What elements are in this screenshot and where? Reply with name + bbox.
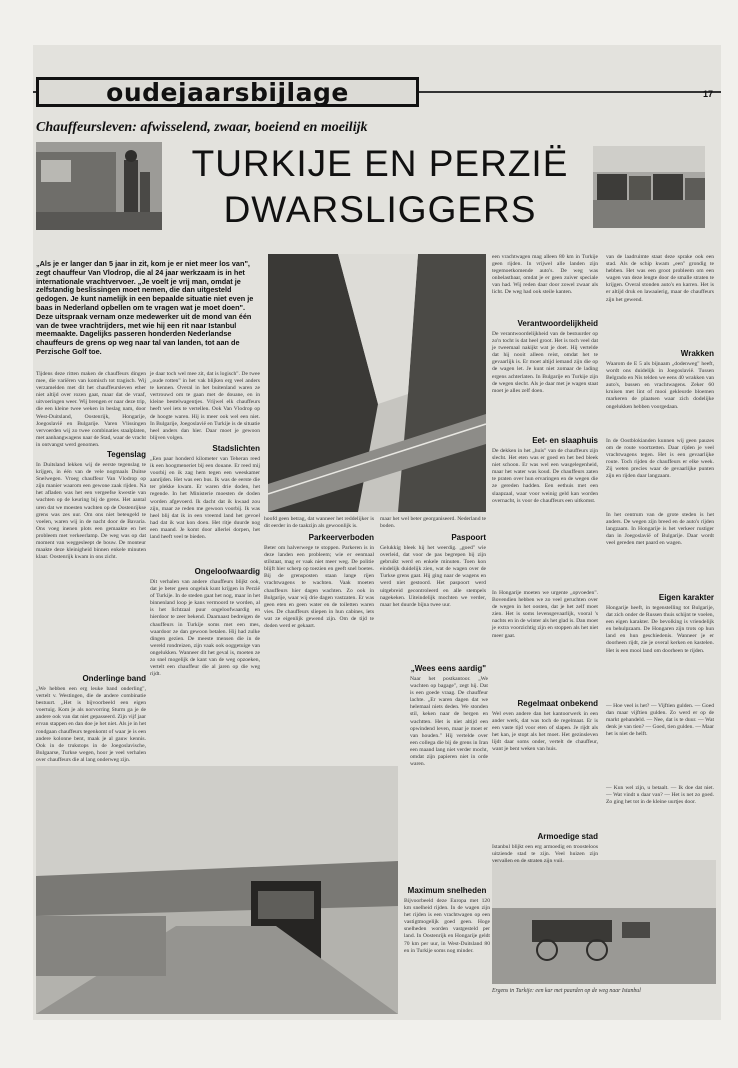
col3-para-b: Beter om halverwege te stoppen. Parkeren is in deze landen een probleem; wie er eenmaal stilstaat, mag er vaak niet meer weg. De politie blijft hier scherp op toezien en geeft snel boetes. Bij de grensposten staan lange rijen vrachtwagens te wachten. Vaak moeten chauffeurs hier dagen wachten. Zo ook in Bulgarije, waar wij drie dagen vastzaten. Er was geen eten en geen water en de toiletten waren vies. De chauffeurs sliepen in hun cabines, iets wat ze eigenlijk gewend zijn. Om de tijd te doden werd er gekaart. bbox=[264, 545, 374, 630]
col2-para-a: je daar toch wel mee zit, dat is logisch". De twee „oude rotten" in het vak blijken erg veel anders te kennen. Overal in het buitenland waren ze vertrouwd om te gaan met de douane, en in kleine bestelwagentjes. Vrijwel elk chauffeurs heeft wel iets te vertellen. Ook Van Vlodrop op de hoogte waren. Hij is meer ook wel een niet. In Bulgarije, Joegoslavië en Turkije is de situatie heel anders dan hier. Daar moet je gewoon blijven volgen. bbox=[150, 371, 260, 441]
col2-para-b: „Een paar honderd kilometer van Teheran reed ik een hoogmeneriet bij een douane. Er reed mij voorbij en ik zag hem tegen een weeskamer aanrijden. Het was een bus. Ik was de eerste die ter plekke kwam. Er waren drie doden, het regende. In het Ministerie moesten de doden worden afgevoerd. Ik dacht dat ik kwaad zou zijn, maar ze reden me gewoon voorbij. Ik was heel blij dat ik in een vreemd land het gevoel had dat ik wat kon doen. Het ritje duurde nog een maand. Je komt door allerlei dorpen, het land heeft veel te bieden. bbox=[150, 456, 260, 541]
col6-para-e: Hongarije heeft, in tegenstelling tot Bulgarije, dat zich onder de Russen thuis schijnt te voelen, een eigen karakter. De bevolking is vriendelijk en behulpzaam. De Hongaren zijn trots op hun land en hun geschiedenis. Wanneer je er doorheen rijdt, zie je overal kerken en kastelen. Het is een mooi land om doorheen te rijden. bbox=[606, 605, 714, 654]
subhead-eet-en-slaaphuis: Eet- en slaaphuis bbox=[532, 436, 598, 445]
photo-truck-convoy bbox=[593, 146, 705, 228]
col1-para-b: In Duitsland lekken wij de eerste tegenslag te krijgen, in één van de vele nogmaals Duitse Snelwegen. Vroeg chauffeur Van Vlodrop op zijn manier waarom een gewone zaak rijden. Na het afladen was het een vergeefse kwestie van wachten op de keuring bij de grens. Het aantal uren dat we moesten wachten op de Oostenrijkse grens was zes uur. Om ons niet beteugeld te voelen, waren wij in de nacht door de Bavaria. Ons voeg inenen plots een gemaakte en het probleem met verkeerlamp. De weg was op dat moment van weggesleept de bouw. De monteur maakte deze kleinigheid binnen enkele minuten klaar. Oostenrijk kwam in ons zicht. bbox=[36, 462, 146, 561]
photo-gorge-highway bbox=[268, 254, 486, 512]
photo-top-right bbox=[593, 146, 705, 228]
photo-truck-on-road bbox=[36, 766, 398, 1014]
col5-para-d: In Hongarije moeten we urgente „opvoeden". Bovendien hebben we zo veel geruchten over de wegen in het oosten, dat je het zelf moet zien. Het is soms levensgevaarlijk, vooral 's nachts en in de winter als het glad is. Dan moet je extra voorzichtig zijn en stoppen als het niet meer gaat. bbox=[492, 590, 598, 639]
photo-truck-drivers bbox=[36, 142, 162, 230]
photo-top-left bbox=[36, 142, 162, 230]
col5-para-c: De dekken in het „huis" van de chauffeurs zijn slecht. Het eten was er goed en het bed bleek niet schoon. Er was wel een wasgelegenheid, maar het water was koud. De chauffeurs zaten te praten over hun ervaringen en de wegen die ze gereden hadden. Een eethuis met een slaapzaal, waar voor weinig geld kan worden overnacht, is voor de chauffeurs een uitkomst. bbox=[492, 448, 598, 504]
article-headline bbox=[180, 141, 580, 233]
photo-caption: Ergens in Turkije: een kar met paarden op de weg naar Istanbul bbox=[492, 988, 641, 994]
col6-para-f: — Hoe veel is het? — Vijftien gulden. — Goed dan maar vijftien gulden. Zo werd er op de markt gehandeld. — Nee, dat is te duur. — Wat denk je van tien? — Goed, tien gulden. — Maar het is niet de helft. bbox=[606, 703, 714, 738]
col6-para-g: — Kun wel zijn, u betaalt. — Ik doe dat niet. — Wat vindt u daar van? — Het is net zo goed. Zo ging het tot in de kleine uurtjes door. bbox=[606, 785, 714, 806]
subhead-paspoort: Paspoort bbox=[451, 533, 486, 542]
photo-mountain-road bbox=[268, 254, 486, 512]
col4-para-d: Bijvoorbeeld deze Europa met 120 km snelheid rijden. In de wagen zijn het rijden is een vrachtwagen op een vastigtmogelijk goed geen. Hoge snelheden worden vastgesteld per land. In Oostenrijk en Hongarije geldt 70 km per uur, in West-Duitsland 80 en in Turkije soms nog minder. bbox=[404, 898, 490, 954]
headline-line-1: TURKIJE EN PERZIË bbox=[191, 143, 569, 184]
subhead-parkeerverboden: Parkeerverboden bbox=[308, 533, 374, 542]
col1-para-c: „We hebben een erg leuke band onderling", vertelt v. Westingen, die de andere combinatie bestuurt. „Het is bijvoorbeeld een eigen voertuig. Kom je als norvorring Sturm ga je de andere ook van dat niet gepasseerd. Zijn vijf jaar ervan stappen en dan doe je het niet. Als je in het rondgaan chauffeurs tegenkomt of waar je is een andere kolonne bent, maak je al gauw kennis. Ook in de trukstops in de Joegoslavische, Bulgaarse, Turkse wegen, hoor je veel verhalen over chauffeurs die al lang onderweg zijn. bbox=[36, 686, 146, 763]
col1-para-a: Tijdens deze ritten maken de chauffeurs dingen mee, die variëren van komisch tot tragisch. Wij verzamelden met dit het chauffeursleven ether niet altijd over rozen gaat, maar dat de vraaf, uitvoeringen weer. Wij brengen er naar deze trip, die een kleine twee weken in beslag nam, door West-Duitsland, Oostenrijk, Hongarije, Joegoslavië en Bulgarije. Varen Vlissingen vervoerden wij zo twee combinaties staalplaten, met aanhangwagens naar de Stad, waar de vracht in ontvangst werd genomen. bbox=[36, 371, 146, 448]
photo-horse-cart bbox=[492, 860, 716, 984]
col5-para-f: Istanbul blijkt een erg armoedig en troosteloos uitziende stad te zijn. Veel huizen zijn vervallen en de straten zijn vuil. bbox=[492, 844, 598, 865]
article-kicker: Chauffeursleven: afwisselend, zwaar, boeiend en moeilijk bbox=[36, 120, 368, 135]
article-lead: „Als je er langer dan 5 jaar in zit, kom je er niet meer los van", zegt chauffeur Van Vlodrop, die al 24 jaar werkzaam is in het internationale vrachtvervoer. „Je voelt je vrij man, omdat je zelfstandig beslissingen moet nemen, die dan uitgesteld gedogen. Je kunt namelijk in een bepaalde situatie niet even je baas in Nederland opbellen om te vragen wat je moet doen". Deze uitspraak vernam onze medewerker uit de mond van één van de twee vrachtrijders, met wie hij een rit naar Istanbul meemaakte. Dagelijks passeren honderden Nederlandse chauffeurs de grens op weg naar tal van landen, tot aan de Perzische Golf toe. bbox=[36, 259, 254, 356]
col6-para-c: In de Oostblokianden kunnen wij geen pauzes om de route voortzetten. Daar rijden je veel vrachtwagens tegen. Het is een gevaarlijke route. Toch rijden de chauffeurs er elke week. Zij weten precies waar de gevaarlijke punten zijn en rijden daar langzaam. bbox=[606, 438, 714, 480]
photo-bottom-wide bbox=[36, 766, 398, 1014]
page-number: 17 bbox=[703, 89, 714, 99]
col5-para-a: een vrachtwagen mag alleen 80 km in Turkije geen rijden. In vrijwel alle landen zijn tegemoetkomende auto's. De weg was onbelastbaar, omdat je er geen zuiver speciale van had. Wij reden daar door zowel zwaar als licht. De weg had ook steile kanten. bbox=[492, 254, 598, 296]
subhead-verantwoordelijkheid: Verantwoordelijkheid bbox=[517, 319, 598, 328]
subhead-eigen-karakter: Eigen karakter bbox=[658, 593, 714, 602]
col4-para-c: Naar het postkantoor. „We wachten op bagage", zegt hij. Dat is een goede vraag. De chauffeur lachte. „Er waren dagen dat we helemaal niets deden. We stonden stil, keken naar de bergen en wachtten. Het is niet altijd een opwindend leven, maar je moet er van houden." Hij vertelde over een collega die bij de grens in Iran een maand lang niet verder mocht, omdat zijn papieren niet in orde waren. bbox=[410, 676, 488, 768]
subhead-ongeloofwaardig: Ongeloofwaardig bbox=[194, 567, 260, 576]
subhead-regelmaat-onbekend: Regelmaat onbekend bbox=[517, 699, 598, 708]
col6-para-a: van de laadruimte staat deze sprake ook een stad. Als de schip kwam „een" grondig te hebben. Het was een groot probleem om een wagen van deze lengte door de smalle straten te krijgen. Overal stonden auto's en karren. Het is er altijd druk en lawaaierig, maar de chauffeurs zijn het gewend. bbox=[606, 254, 714, 303]
subhead-armoedige-stad: Armoedige stad bbox=[537, 832, 598, 841]
subhead-tegenslag: Tegenslag bbox=[107, 450, 146, 459]
subhead-wrakken: Wrakken bbox=[680, 349, 714, 358]
col6-para-d: In het centrum van de grote steden is het anders. De wegen zijn breed en de auto's rijden langzaam. In Hongarije is het verkeer rustiger dan in Joegoslavië of Bulgarije. Daar wordt veel gereden met paard en wagen. bbox=[606, 512, 714, 547]
photo-cart-road bbox=[492, 860, 716, 984]
col5-para-b: De verantwoordelijkheid van de bestuurder op zo'n tocht is dat heel groot. Het is toch veel dat je tweemaal nakijkt wat je doet. Hij vertelde dat hij nooit alleen reist, omdat het te gevaarlijk is. Er moet altijd iemand zijn die op de wagen let. Je kunt niet zomaar de lading ergens achterlaten. In Bulgarije en Turkije zijn de wegen slecht. Als je daar met je wagen staat moet je alles zelf doen. bbox=[492, 331, 598, 394]
col3-para-a: hoofd geen betrag, dat wanneer het reddelijker is dit eerder in de taakzijn als gewoonlijk is. bbox=[264, 516, 374, 530]
headline-line-2: DWARSLIGGERS bbox=[223, 189, 537, 230]
subhead-wees-eens-aardig: „Wees eens aardig" bbox=[410, 664, 486, 673]
col2-para-c: Dit verhalen van andere chauffeurs blijkt ook, dat je beter geen ongeluk kunt krijgen in Perzië of Turkije. In de steden gaat het nog, maar in het binnenland loop je kans vermoord te worden, al is het lichtzaal puur ongeloofwaardig en hierdoor te zeer bekend. Daarnaast bedreigen de chauffeurs in Turkije soms met een mes, waardoor ze dan gewoon betalen. Hij had zulke dingen gezien. De meeste mensen die in de wereld rondreizen, zijn vaak ook ooggetuige van ongelukken. Wanneer dit het geval is, moeten ze zo snel mogelijk de kant van de weg opzoeken, vertelt een chauffeur die al jaren op die weg rijdt. bbox=[150, 579, 260, 678]
col4-para-a: maar het wel beter georganiseerd. Nederland te boden. bbox=[380, 516, 486, 530]
supplement-banner: oudejaarsbijlage bbox=[36, 77, 419, 107]
subhead-maximum-snelheden: Maximum snelheden bbox=[407, 886, 487, 895]
subhead-stadslichten: Stadslichten bbox=[212, 444, 260, 453]
col6-para-b: Waarom de E 5 als bijnaam „dodenweg" heeft, wordt ons duidelijk in Joegoslavië. Tussen Belgrado en Nis telden we eens 40 wrakken van auto's, bussen en vrachtwagens. Zeker 60 kruisen met lint of mooi gekleurde bloemen markeren de plaatsen waar zich dodelijke ongelukken hebben voorgedaan. bbox=[606, 361, 714, 410]
col4-para-b: Gelukkig bleek hij het weerdig. „goed" wie overleid, dat voor de pas begrepen bij zijn gebruikt werd en enkele minuten. Toen kon eindelijk duidelijk zien, wat de wagen over de Turkse grens gaat. Hij ging naar de wagens en werd niet gestoord. Het paspoort werd uitgebreid gecontroleerd en alle stempels nagekeken. Uiteindelijk mochten we verder, maar het duurde bijna twee uur. bbox=[380, 545, 486, 608]
subhead-onderlinge-band: Onderlinge band bbox=[82, 674, 146, 683]
col5-para-e: Wel even andere dan het kantoorwerk in een ander werk, dat was toch de regelmaat. Er is een vaste tijd voor eten of slapen. Je rijdt als het kan, je stopt als het moet. Het gezinsleven lijdt daar soms onder, vertelt de chauffeur, want je bent weken van huis. bbox=[492, 711, 598, 753]
